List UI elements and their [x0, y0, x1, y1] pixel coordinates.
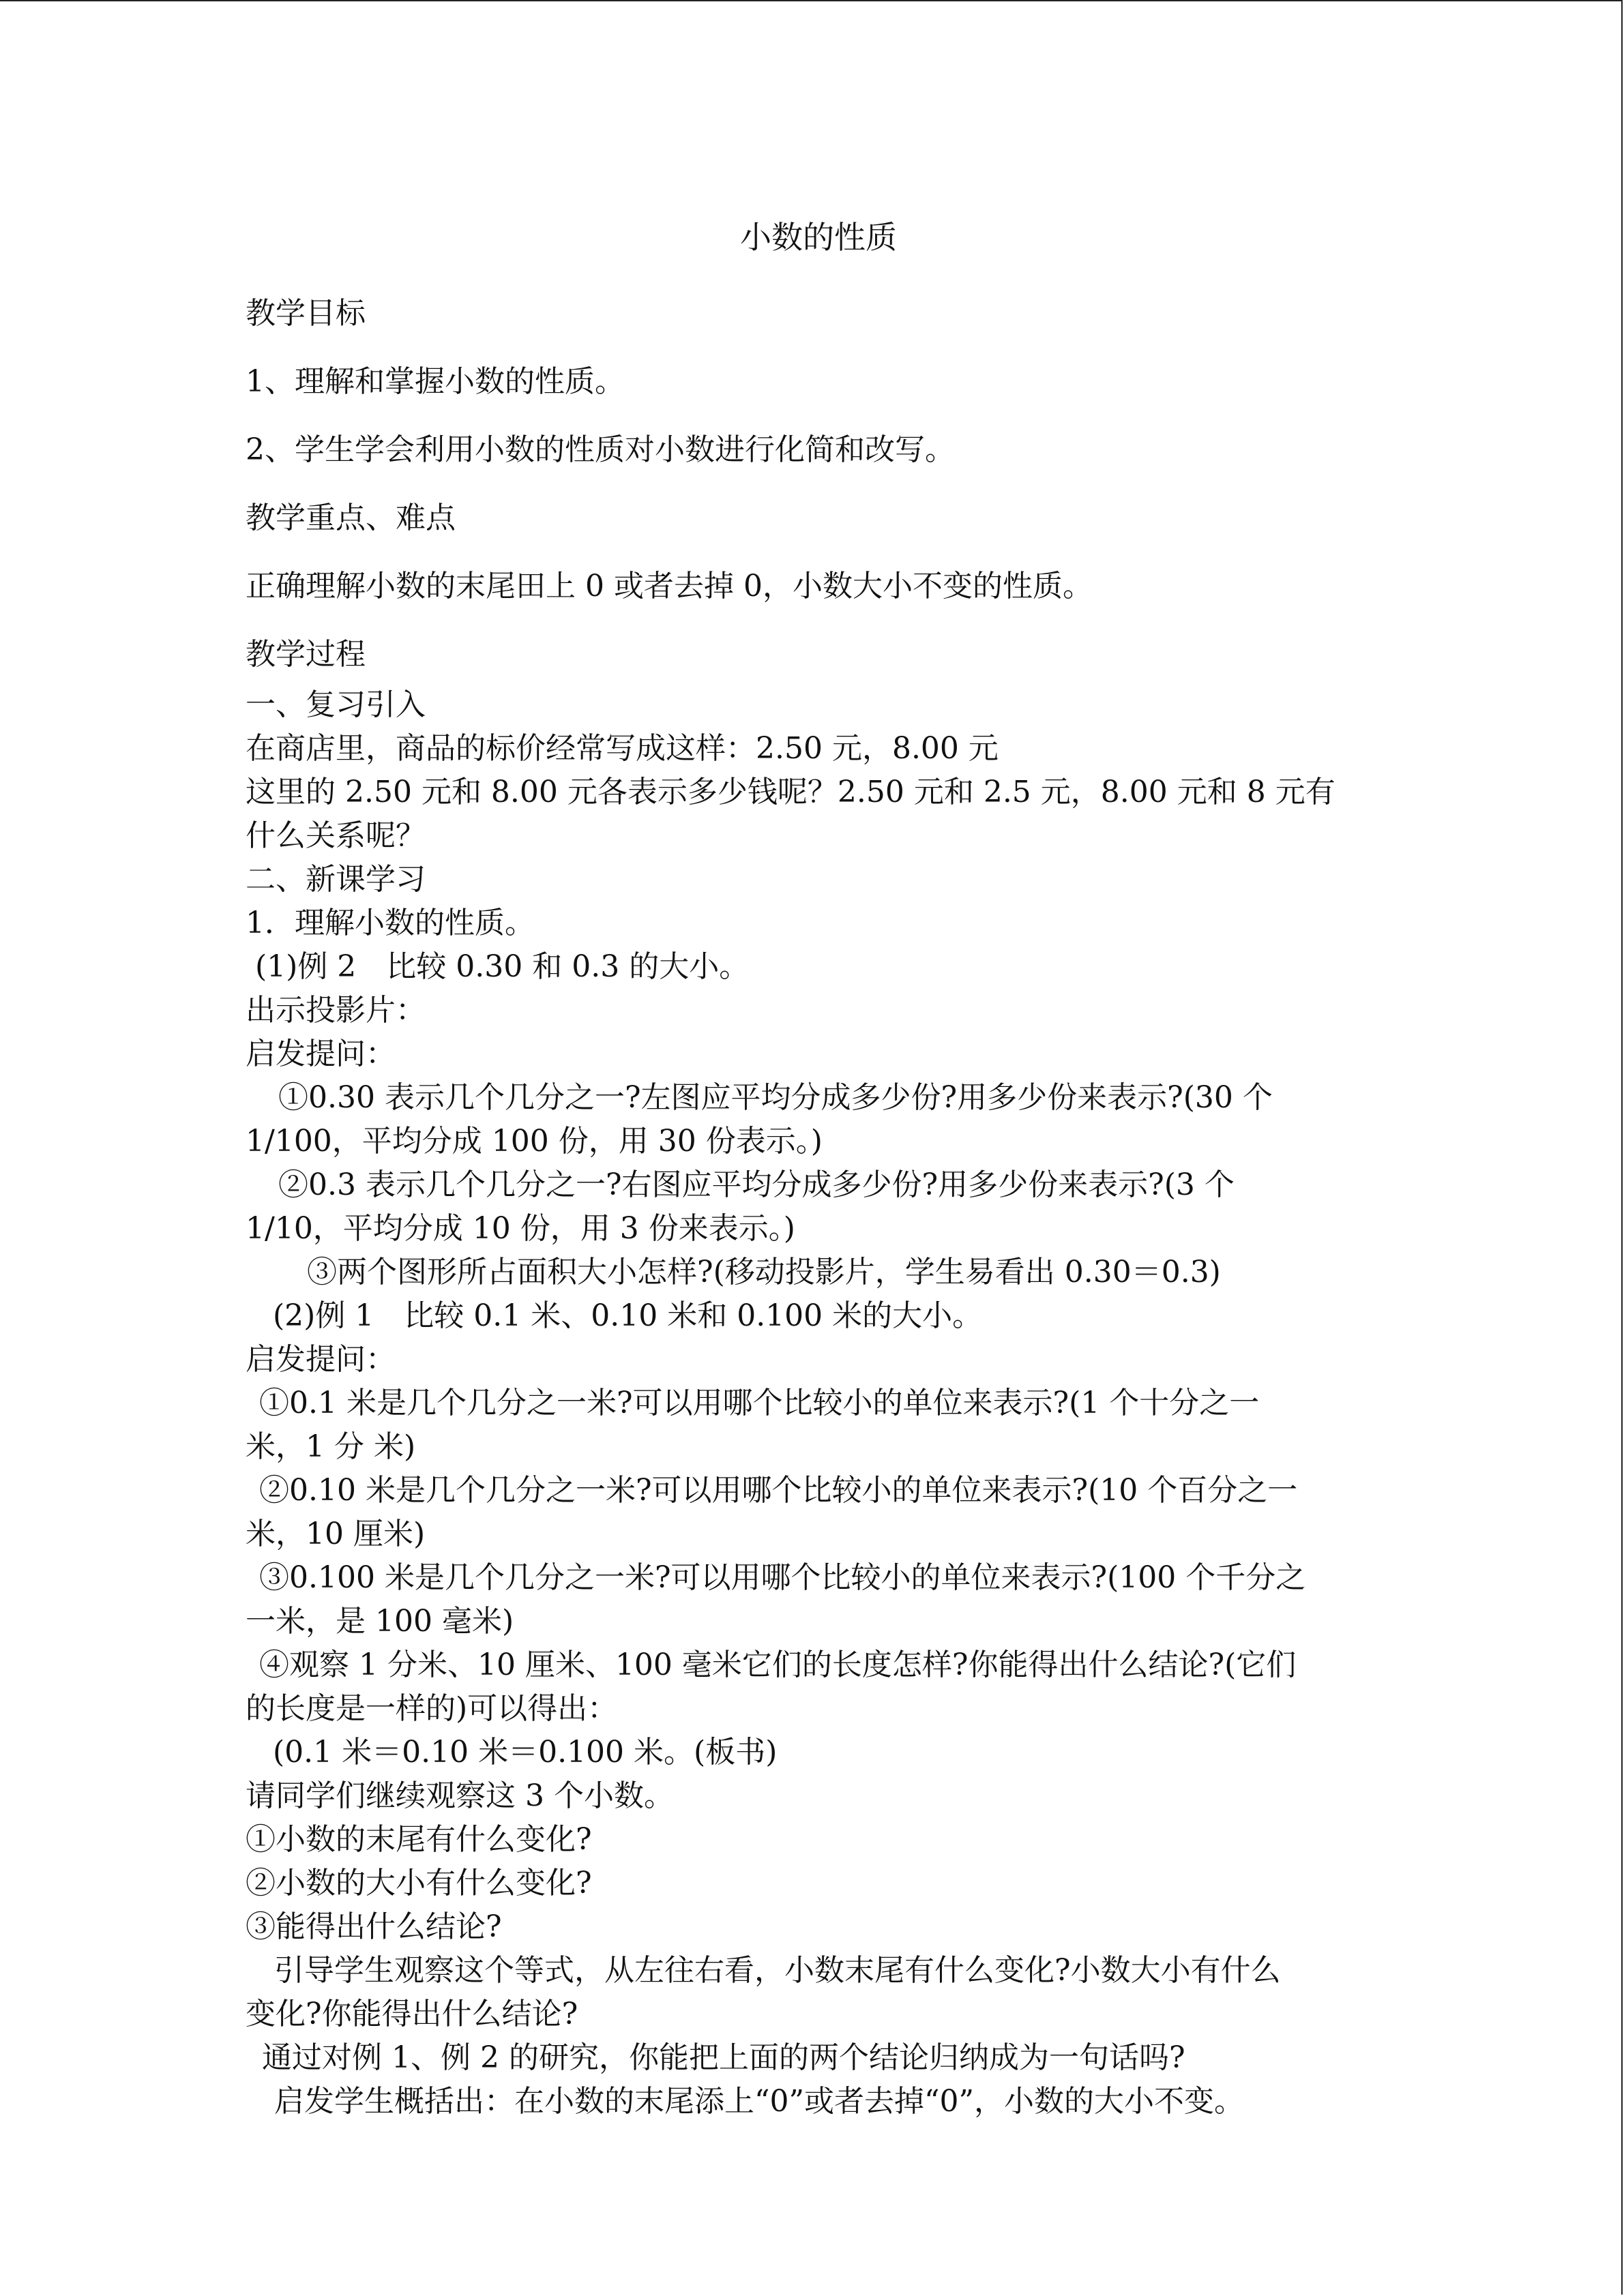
text-line: 一、复习引入 — [246, 687, 426, 722]
text-line: 米，10 厘米) — [246, 1517, 426, 1551]
text-line: 二、新课学习 — [246, 862, 426, 897]
text-line: 的长度是一样的)可以得出： — [246, 1691, 618, 1726]
text-line: 这里的 2.50 元和 8.00 元各表示多少钱呢？2.50 元和 2.5 元，8.00 元和 8 元有 — [246, 775, 1335, 809]
process-heading: 教学过程 — [246, 637, 366, 672]
objective-1: 1、理解和掌握小数的性质。 — [246, 364, 625, 399]
text-line: 启发学生概括出：在小数的末尾添上“0”或者去掉“0”，小数的大小不变。 — [274, 2084, 1244, 2119]
text-line: ②小数的大小有什么变化? — [246, 1866, 592, 1900]
document-body — [246, 205, 1391, 2123]
text-line: 启发提问： — [246, 1037, 396, 1071]
text-line: ②0.3 表示几个几分之一?右图应平均分成多少份?用多少份来表示?(3 个 — [278, 1167, 1235, 1202]
text-line: ②0.10 米是几个几分之一米?可以用哪个比较小的单位来表示?(10 个百分之一 — [259, 1473, 1298, 1508]
objectives-heading: 教学目标 — [246, 296, 366, 331]
text-line: ①小数的末尾有什么变化? — [246, 1822, 592, 1857]
text-line: (2)例 1 比较 0.1 米、0.10 米和 0.100 米的大小。 — [273, 1298, 983, 1333]
key-points-text: 正确理解小数的末尾田上 0 或者去掉 0，小数大小不变的性质。 — [246, 569, 1093, 603]
text-line: 通过对例 1、例 2 的研究，你能把上面的两个结论归纳成为一句话吗? — [262, 2040, 1185, 2075]
text-line: ③两个图形所占面积大小怎样?(移动投影片，学生易看出 0.30＝0.3) — [307, 1255, 1221, 1289]
text-line: 引导学生观察这个等式，从左往右看，小数末尾有什么变化?小数大小有什么 — [274, 1953, 1281, 1988]
text-line: ①0.1 米是几个几分之一米?可以用哪个比较小的单位来表示?(1 个十分之一 — [259, 1386, 1260, 1420]
text-line: ①0.30 表示几个几分之一?左图应平均分成多少份?用多少份来表示?(30 个 — [278, 1080, 1273, 1115]
text-line: ③能得出什么结论? — [246, 1909, 502, 1944]
key-points-heading: 教学重点、难点 — [246, 501, 456, 535]
text-line: 启发提问： — [246, 1342, 396, 1377]
text-line: ③0.100 米是几个几分之一米?可以用哪个比较小的单位来表示?(100 个千分之 — [259, 1560, 1306, 1595]
text-line: 1/100，平均分成 100 份，用 30 份表示。) — [246, 1124, 823, 1159]
text-line: 米，1 分 米) — [246, 1429, 416, 1464]
text-line: (1)例 2 比较 0.30 和 0.3 的大小。 — [255, 949, 750, 984]
text-line: 一米，是 100 毫米) — [246, 1604, 514, 1639]
objective-2: 2、学生学会利用小数的性质对小数进行化简和改写。 — [246, 432, 955, 467]
text-line: 请同学们继续观察这 3 个小数。 — [246, 1778, 674, 1813]
text-line: 1/10，平均分成 10 份，用 3 份来表示。) — [246, 1211, 795, 1246]
document-title: 小数的性质 — [740, 219, 897, 256]
text-line: 什么关系呢？ — [246, 818, 426, 853]
text-line: 在商店里，商品的标价经常写成这样：2.50 元，8.00 元 — [246, 731, 999, 766]
text-line: 变化?你能得出什么结论? — [246, 1997, 578, 2031]
text-line: 1．理解小数的性质。 — [246, 906, 535, 940]
text-line: 出示投影片： — [246, 993, 426, 1028]
text-line: ④观察 1 分米、10 厘米、100 毫米它们的长度怎样?你能得出什么结论?(它们 — [259, 1648, 1297, 1682]
text-line: (0.1 米＝0.10 米＝0.100 米。(板书) — [273, 1735, 778, 1770]
